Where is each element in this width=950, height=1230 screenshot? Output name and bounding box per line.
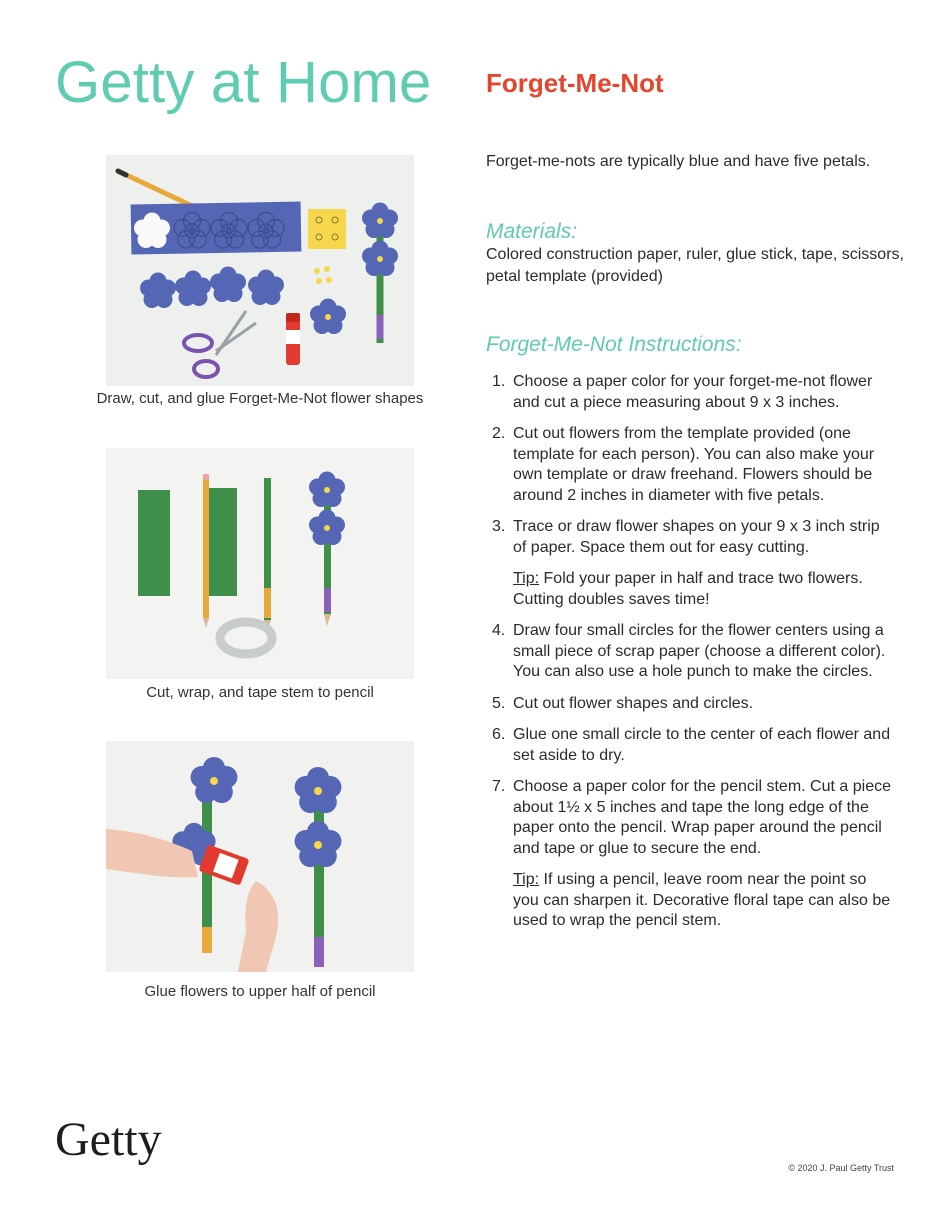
tip-label: Tip: bbox=[513, 871, 540, 888]
step-number: 3. bbox=[492, 518, 506, 535]
step-text: Draw four small circles for the flower centers using a small piece of scrap paper (choose a different color). You can also use a hole punch to make the circles. bbox=[513, 622, 886, 680]
photo-glue-flowers bbox=[106, 741, 414, 972]
step-text: Cut out flower shapes and circles. bbox=[513, 694, 754, 712]
step-text: Trace or draw flower shapes on your 9 x 3 inch strip of paper. Space them out for easy cutting. bbox=[513, 518, 880, 556]
copyright-notice: © 2020 J. Paul Getty Trust bbox=[788, 1163, 894, 1173]
tip-note bbox=[513, 569, 892, 610]
step-number: 7. bbox=[492, 778, 506, 795]
tip-text: Fold your paper in half and trace two flowers. Cutting doubles saves time! bbox=[513, 570, 863, 608]
instruction-step bbox=[492, 517, 892, 610]
brand-title: Getty at Home bbox=[55, 50, 432, 115]
step-text: Cut out flowers from the template provided (one template for each person). You can also make your own template or draw freehand. Flowers should be around 2 inches in diameter with five petals. bbox=[513, 425, 875, 504]
materials-text: Colored construction paper, ruler, glue stick, tape, scissors, petal template (provided) bbox=[486, 246, 904, 285]
tip-text: If using a pencil, leave room near the point so you can sharpen it. Decorative floral tape can also be used to wrap the pencil stem. bbox=[513, 871, 891, 929]
getty-logo: Getty bbox=[55, 1113, 162, 1166]
photo-caption: Draw, cut, and glue Forget-Me-Not flower shapes bbox=[96, 390, 424, 407]
instruction-steps bbox=[492, 372, 892, 943]
intro-text: Forget-me-nots are typically blue and have five petals. bbox=[486, 153, 871, 170]
photo-materials bbox=[106, 155, 414, 386]
photo-stem-pencil bbox=[106, 448, 414, 679]
instructions-heading: Forget-Me-Not Instructions: bbox=[486, 333, 742, 356]
photo-caption: Cut, wrap, and tape stem to pencil bbox=[146, 684, 374, 701]
step-number: 2. bbox=[492, 425, 506, 442]
instruction-step bbox=[492, 725, 892, 766]
photo-caption: Glue flowers to upper half of pencil bbox=[144, 983, 376, 1000]
step-number: 4. bbox=[492, 622, 506, 639]
instruction-step bbox=[492, 694, 892, 715]
tip-label: Tip: bbox=[513, 570, 540, 587]
step-number: 5. bbox=[492, 694, 506, 712]
step-number: 1. bbox=[492, 373, 506, 390]
instruction-step bbox=[492, 777, 892, 932]
step-number: 6. bbox=[492, 726, 506, 743]
step-text: Glue one small circle to the center of each flower and set aside to dry. bbox=[513, 726, 891, 764]
step-text: Choose a paper color for the pencil stem. Cut a piece about 1½ x 5 inches and tape the long edge of the paper onto the pencil. Wrap paper around the pencil and tape or glue to secure the end. bbox=[513, 778, 891, 857]
step-text: Choose a paper color for your forget-me-not flower and cut a piece measuring about 9 x 3 inches. bbox=[513, 373, 873, 411]
activity-title: Forget-Me-Not bbox=[486, 68, 664, 98]
instruction-step bbox=[492, 621, 892, 683]
tip-note bbox=[513, 870, 892, 932]
instruction-step bbox=[492, 372, 892, 413]
materials-heading: Materials: bbox=[486, 220, 578, 243]
instruction-step bbox=[492, 424, 892, 506]
